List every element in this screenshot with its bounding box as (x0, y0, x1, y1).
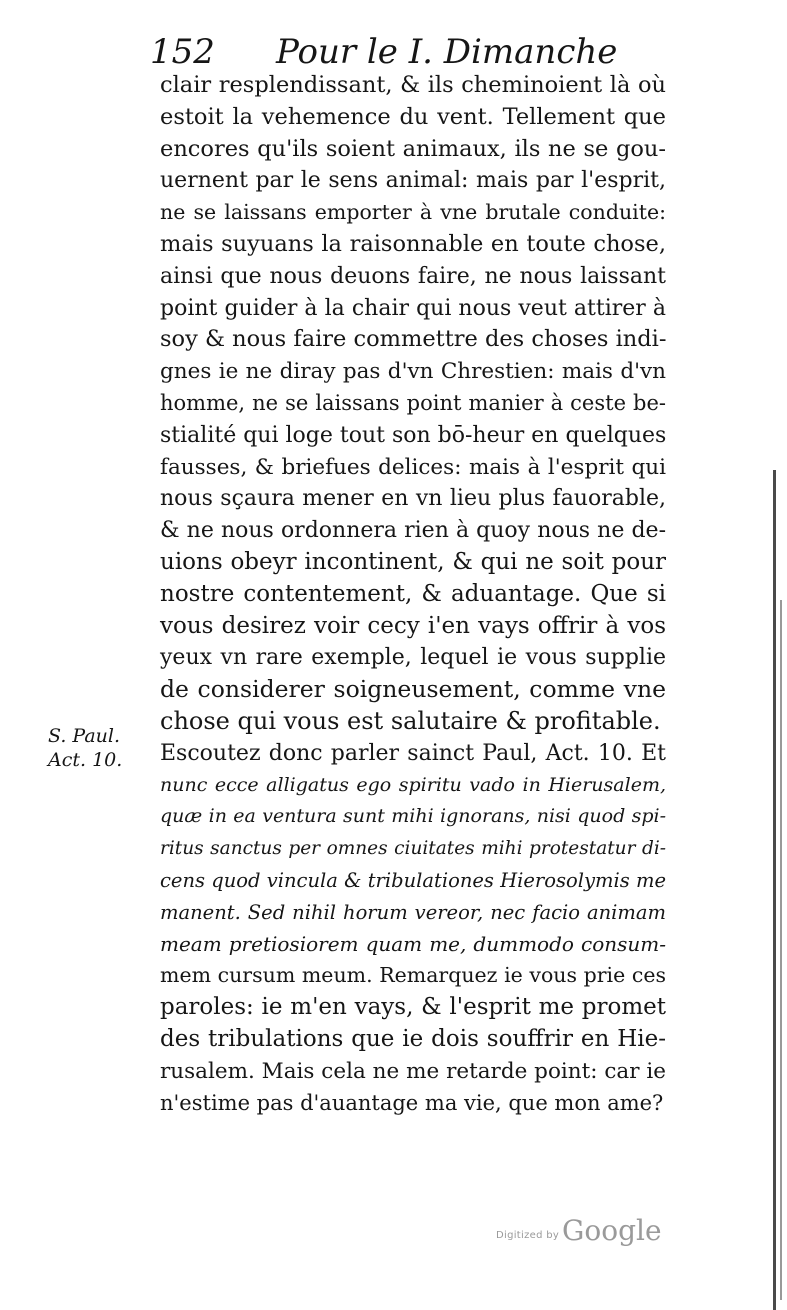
text-line: & ne nous ordonnera rien à quoy nous ne de- (160, 518, 666, 544)
digitized-watermark (496, 1214, 686, 1254)
binding-edge-line (780, 600, 782, 1300)
text-line: vous desirez voir cecy i'en vays offrir à vos (160, 612, 666, 639)
margin-note-line: Act. 10. (48, 749, 123, 771)
text-line: yeux vn rare exemple, lequel ie vous supplie (160, 645, 666, 671)
text-line: encores qu'ils soient animaux, ils ne se gou- (160, 135, 666, 162)
text-line: estoit la vehemence du vent. Tellement que (160, 103, 666, 130)
margin-note-line: S. Paul. (48, 725, 121, 747)
text-line: de considerer soigneusement, comme vne (160, 675, 666, 704)
text-line: mais suyuans la raisonnable en toute chose, (160, 230, 666, 257)
text-line: nostre contentement, & aduantage. Que si (160, 580, 666, 607)
text-line: Escoutez donc parler sainct Paul, Act. 10. Et (160, 740, 666, 766)
text-line: clair resplendissant, & ils cheminoient là où (160, 72, 666, 98)
text-line: des tribulations que ie dois souffrir en Hie- (160, 1025, 666, 1052)
text-line: chose qui vous est salutaire & profitable. (160, 706, 661, 735)
latin-quote-line: meam pretiosiorem quam me, dummodo consum- (160, 931, 666, 956)
text-line: ne se laissans emporter à vne brutale conduite: (160, 200, 666, 225)
text-line: mem cursum meum. Remarquez ie vous prie ces (160, 963, 666, 988)
text-line: paroles: ie m'en vays, & l'esprit me promet (160, 994, 666, 1021)
page-number: 152 (150, 32, 215, 72)
latin-quote-line: nunc ecce alligatus ego spiritu vado in Hierusalem, (160, 773, 666, 796)
latin-quote-line: cens quod vincula & tribulationes Hierosolymis me (160, 868, 666, 892)
latin-quote-line: ritus sanctus per omnes ciuitates mihi protestatur di- (160, 838, 666, 860)
text-line: stialité qui loge tout son bō-heur en quelques (160, 422, 667, 448)
text-line: point guider à la chair qui nous veut attirer à (160, 295, 666, 321)
text-line: soy & nous faire commettre des choses indi- (160, 326, 667, 353)
margin-note (48, 724, 138, 772)
body-text (160, 70, 666, 1119)
text-line: gnes ie ne diray pas d'vn Chrestien: mais d'vn (160, 359, 666, 385)
text-line: uions obeyr incontinent, & qui ne soit pour (160, 548, 666, 575)
watermark-prefix: Digitized by (496, 1230, 560, 1241)
watermark-brand: Google (562, 1214, 662, 1247)
latin-quote-line: manent. Sed nihil horum vereor, nec facio animam (160, 900, 666, 924)
text-line: nous sçaura mener en vn lieu plus fauorable, (160, 486, 666, 512)
latin-quote-line: quæ in ea ventura sunt mihi ignorans, nisi quod spi- (160, 805, 666, 828)
text-line: uernent par le sens animal: mais par l'esprit, (160, 168, 666, 194)
text-line: fausses, & briefues delices: mais à l'esprit qui (160, 454, 666, 480)
text-line: homme, ne se laissans point manier à ceste be- (160, 390, 666, 415)
text-line: rusalem. Mais cela ne me retarde point: car ie (160, 1058, 666, 1084)
text-line: n'estime pas d'auantage ma vie, que mon ame? (160, 1090, 664, 1115)
running-title: Pour le I. Dimanche (276, 32, 618, 72)
binding-edge-line (773, 470, 776, 1310)
text-line: ainsi que nous deuons faire, ne nous laissant (160, 263, 666, 289)
